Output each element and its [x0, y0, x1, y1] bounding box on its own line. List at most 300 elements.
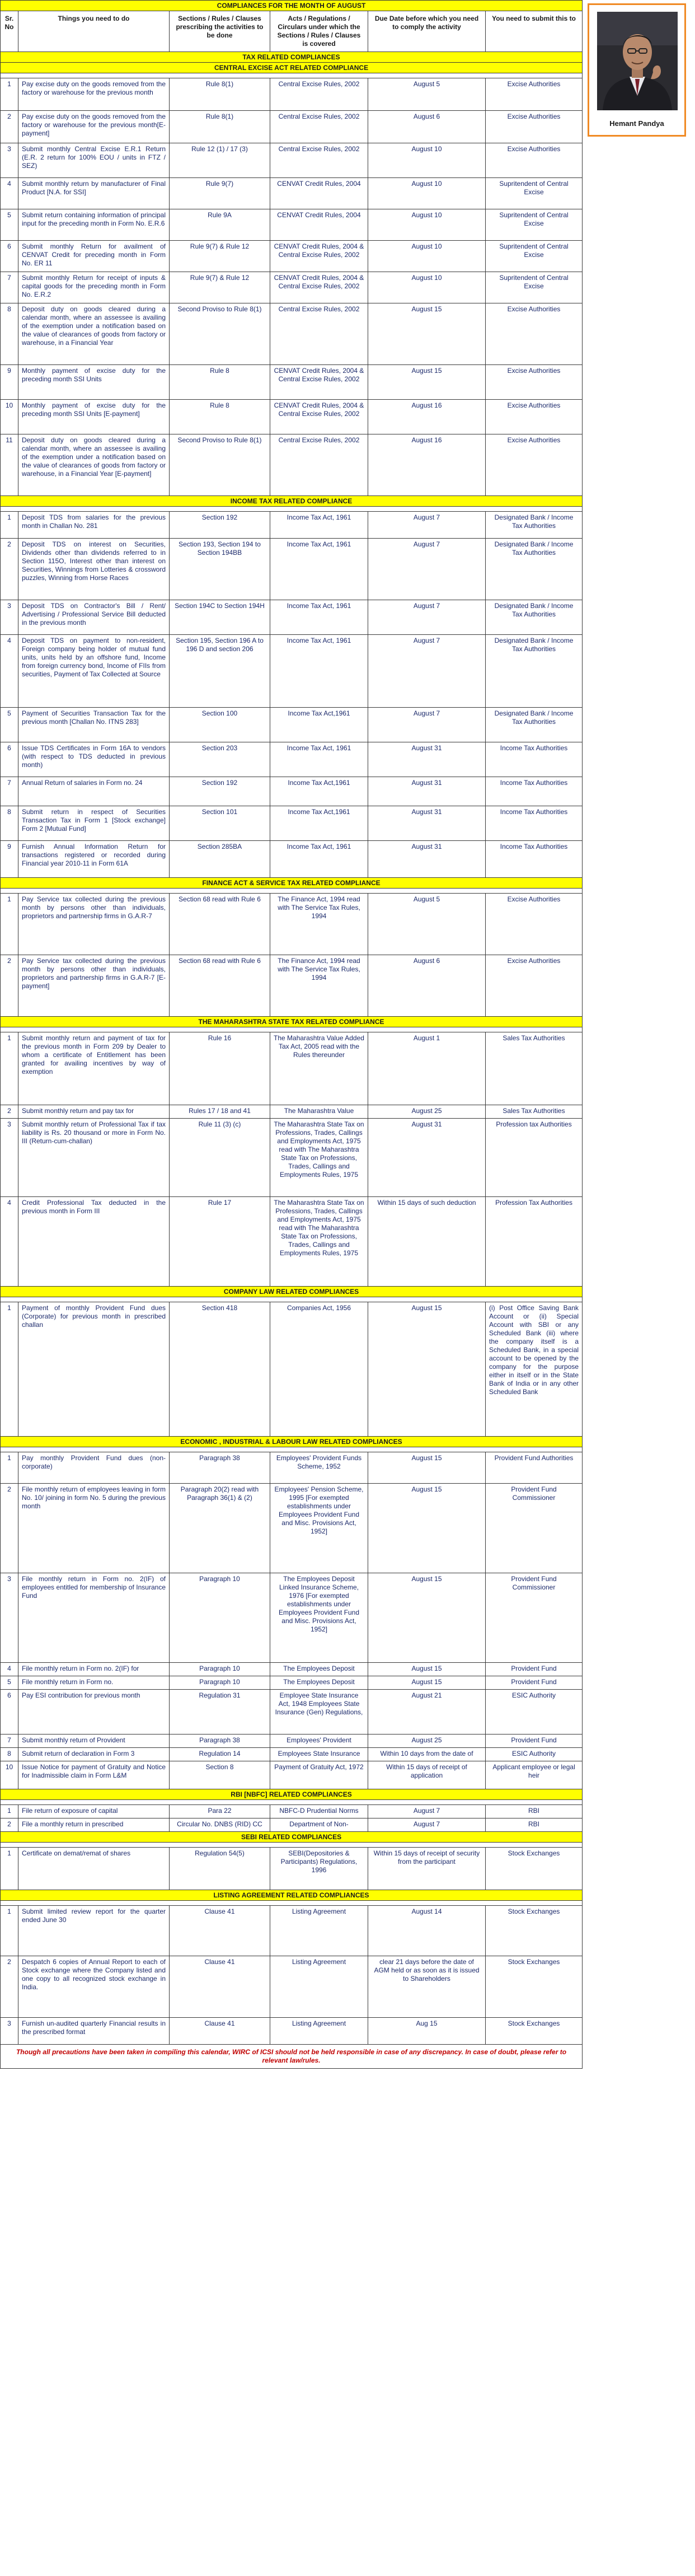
submit-to-cell: Provident Fund	[486, 1676, 583, 1690]
act-cell: Department of Non-	[270, 1818, 368, 1832]
page-title: COMPLIANCES FOR THE MONTH OF AUGUST	[1, 1, 583, 11]
act-cell: Income Tax Act, 1961	[270, 539, 368, 600]
submit-to-cell: Excise Authorities	[486, 111, 583, 143]
section-cell: Clause 41	[170, 1906, 270, 1956]
section-title: TAX RELATED COMPLIANCES	[1, 52, 583, 63]
activity-cell: File monthly return in Form no. 2(IF) for	[18, 1663, 170, 1676]
activity-cell: Deposit TDS on payment to non-resident, Foreign company being holder of mutual fund units, units held by an offshore fund, Income from foreign currency bond, Income of FIIs from securities, Payment of Tax Collected at Source	[18, 635, 170, 708]
due-date-cell: August 31	[368, 806, 486, 841]
sr-no-cell: 3	[1, 2018, 18, 2045]
table-row	[1, 600, 583, 635]
activity-cell: File a monthly return in prescribed	[18, 1818, 170, 1832]
submit-to-cell: Provident Fund Commissioner	[486, 1484, 583, 1573]
due-date-cell: August 31	[368, 742, 486, 777]
act-cell: The Employees Deposit	[270, 1663, 368, 1676]
due-date-cell: August 5	[368, 894, 486, 955]
due-date-cell: August 7	[368, 1818, 486, 1832]
table-row	[1, 2018, 583, 2045]
table-row	[1, 1663, 583, 1676]
sr-no-cell: 1	[1, 1848, 18, 1890]
section-subtitle-banner	[1, 63, 583, 73]
profile-card	[588, 3, 686, 137]
section-cell: Paragraph 38	[170, 1735, 270, 1748]
submit-to-cell: Provident Fund Commissioner	[486, 1573, 583, 1663]
table-row	[1, 1302, 583, 1437]
section-cell: Section 68 read with Rule 6	[170, 894, 270, 955]
section-cell: Section 195, Section 196 A to 196 D and section 206	[170, 635, 270, 708]
section-cell: Rule 8(1)	[170, 78, 270, 111]
section-cell: Rule 12 (1) / 17 (3)	[170, 143, 270, 178]
activity-cell: Submit monthly Return for availment of CENVAT Credit for preceding month in Form No. ER 11	[18, 241, 170, 272]
submit-to-cell: Income Tax Authorities	[486, 742, 583, 777]
submit-to-cell: Excise Authorities	[486, 894, 583, 955]
table-row	[1, 1197, 583, 1287]
due-date-cell: Within 10 days from the date of	[368, 1748, 486, 1761]
due-date-cell: August 6	[368, 955, 486, 1017]
sr-no-cell: 10	[1, 400, 18, 434]
table-row	[1, 1676, 583, 1690]
table-row	[1, 1690, 583, 1735]
submit-to-cell: ESIC Authority	[486, 1690, 583, 1735]
section-banner	[1, 52, 583, 63]
act-cell: Income Tax Act, 1961	[270, 841, 368, 878]
section-cell: Section 8	[170, 1761, 270, 1789]
act-cell: Income Tax Act,1961	[270, 777, 368, 806]
sr-no-cell: 7	[1, 777, 18, 806]
activity-cell: Issue TDS Certificates in Form 16A to vendors (with respect to TDS deducted in previous month)	[18, 742, 170, 777]
act-cell: Central Excise Rules, 2002	[270, 78, 368, 111]
profile-photo	[597, 12, 678, 110]
sr-no-cell: 5	[1, 1676, 18, 1690]
section-cell: Rule 9(7) & Rule 12	[170, 241, 270, 272]
due-date-cell: August 10	[368, 178, 486, 209]
section-cell: Rule 8	[170, 365, 270, 400]
table-row	[1, 1956, 583, 2018]
spacer-row	[1, 1800, 583, 1805]
due-date-cell: Within 15 days of such deduction	[368, 1197, 486, 1287]
sr-no-cell: 2	[1, 539, 18, 600]
section-cell: Para 22	[170, 1805, 270, 1818]
due-date-cell: August 15	[368, 1663, 486, 1676]
due-date-cell: August 25	[368, 1105, 486, 1119]
activity-cell: Deposit TDS from salaries for the previous month in Challan No. 281	[18, 512, 170, 539]
section-banner	[1, 496, 583, 507]
column-header-row	[1, 11, 583, 52]
disclaimer-row	[1, 2045, 583, 2069]
activity-cell: Monthly payment of excise duty for the preceding month SSI Units [E-payment]	[18, 400, 170, 434]
due-date-cell: August 15	[368, 1573, 486, 1663]
submit-to-cell: Designated Bank / Income Tax Authorities	[486, 512, 583, 539]
submit-to-cell: Excise Authorities	[486, 78, 583, 111]
due-date-cell: clear 21 days before the date of AGM held or as soon as it is issued to Shareholders	[368, 1956, 486, 2018]
activity-cell: Pay Service tax collected during the previous month by persons other than individuals, proprietors and partnership firms in G.A.R-7	[18, 894, 170, 955]
section-cell: Section 194C to Section 194H	[170, 600, 270, 635]
act-cell: CENVAT Credit Rules, 2004 & Central Excise Rules, 2002	[270, 241, 368, 272]
activity-cell: Pay Service tax collected during the previous month by persons other than individuals, proprietors and partnership firms in G.A.R-7 [E-payment]	[18, 955, 170, 1017]
section-cell: Rule 17	[170, 1197, 270, 1287]
act-cell: Employees' Provident	[270, 1735, 368, 1748]
spacer-row	[1, 1027, 583, 1032]
sr-no-cell: 8	[1, 806, 18, 841]
submit-to-cell: Designated Bank / Income Tax Authorities	[486, 600, 583, 635]
spacer-row	[1, 1843, 583, 1848]
section-banner	[1, 878, 583, 889]
submit-to-cell: Profession tax Authorities	[486, 1119, 583, 1197]
table-row	[1, 955, 583, 1017]
table-row	[1, 209, 583, 241]
sr-no-cell: 6	[1, 742, 18, 777]
sr-no-cell: 5	[1, 209, 18, 241]
section-cell: Clause 41	[170, 2018, 270, 2045]
section-cell: Rule 9(7)	[170, 178, 270, 209]
sr-no-cell: 2	[1, 1818, 18, 1832]
submit-to-cell: Income Tax Authorities	[486, 806, 583, 841]
table-row	[1, 400, 583, 434]
section-cell: Rule 11 (3) (c)	[170, 1119, 270, 1197]
section-cell: Regulation 54(5)	[170, 1848, 270, 1890]
sr-no-cell: 2	[1, 1484, 18, 1573]
spacer-cell	[1, 1843, 583, 1848]
spacer-row	[1, 889, 583, 894]
sr-no-cell: 3	[1, 1573, 18, 1663]
activity-cell: Deposit TDS on Contractor's Bill / Rent/ Advertising / Professional Service Bill deducted in the previous month	[18, 600, 170, 635]
section-banner	[1, 1437, 583, 1447]
submit-to-cell: Designated Bank / Income Tax Authorities	[486, 539, 583, 600]
act-cell: Payment of Gratuity Act, 1972	[270, 1761, 368, 1789]
submit-to-cell: Sales Tax Authorities	[486, 1032, 583, 1105]
table-row	[1, 1805, 583, 1818]
activity-cell: Submit monthly Central Excise E.R.1 Return (E.R. 2 return for 100% EOU / units in FTZ / SEZ)	[18, 143, 170, 178]
submit-to-cell: Applicant employee or legal heir	[486, 1761, 583, 1789]
act-cell: Income Tax Act,1961	[270, 806, 368, 841]
col-submit-to: You need to submit this to	[486, 11, 583, 52]
spacer-row	[1, 507, 583, 512]
due-date-cell: August 14	[368, 1906, 486, 1956]
table-row	[1, 1848, 583, 1890]
act-cell: The Maharashtra State Tax on Professions, Trades, Callings and Employments Act, 1975 read with The Maharashtra State Tax on Professions, Trades, Callings and Employments Rules, 1975	[270, 1119, 368, 1197]
section-banner	[1, 1287, 583, 1297]
section-cell: Paragraph 38	[170, 1452, 270, 1484]
submit-to-cell: Provident Fund Authorities	[486, 1452, 583, 1484]
activity-cell: Despatch 6 copies of Annual Report to each of Stock exchange where the Company listed and one copy to all recognized stock exchange in India.	[18, 1956, 170, 2018]
section-cell: Paragraph 10	[170, 1663, 270, 1676]
sr-no-cell: 9	[1, 841, 18, 878]
table-row	[1, 512, 583, 539]
table-row	[1, 742, 583, 777]
act-cell: The Employees Deposit Linked Insurance Scheme, 1976 [For exempted establishments under Employees Provident Fund and Misc. Provisions Act, 1952]	[270, 1573, 368, 1663]
table-row	[1, 1484, 583, 1573]
table-row	[1, 178, 583, 209]
sr-no-cell: 8	[1, 1748, 18, 1761]
submit-to-cell: Excise Authorities	[486, 434, 583, 496]
sr-no-cell: 3	[1, 1119, 18, 1197]
sr-no-cell: 7	[1, 1735, 18, 1748]
submit-to-cell: Income Tax Authorities	[486, 841, 583, 878]
due-date-cell: August 31	[368, 1119, 486, 1197]
col-activity: Things you need to do	[18, 11, 170, 52]
due-date-cell: August 25	[368, 1735, 486, 1748]
submit-to-cell: Excise Authorities	[486, 365, 583, 400]
activity-cell: Certificate on demat/remat of shares	[18, 1848, 170, 1890]
due-date-cell: August 15	[368, 1676, 486, 1690]
act-cell: Income Tax Act, 1961	[270, 742, 368, 777]
section-cell: Regulation 14	[170, 1748, 270, 1761]
col-due-date: Due Date before which you need to comply the activity	[368, 11, 486, 52]
activity-cell: Furnish Annual Information Return for transactions registered or recorded during Financial year 2010-11 in Form 61A	[18, 841, 170, 878]
section-title: SEBI RELATED COMPLIANCES	[1, 1832, 583, 1843]
section-cell: Section 101	[170, 806, 270, 841]
due-date-cell: August 10	[368, 241, 486, 272]
due-date-cell: Aug 15	[368, 2018, 486, 2045]
sr-no-cell: 2	[1, 1105, 18, 1119]
due-date-cell: August 15	[368, 1302, 486, 1437]
submit-to-cell: Supritendent of Central Excise	[486, 272, 583, 303]
due-date-cell: August 1	[368, 1032, 486, 1105]
table-row	[1, 1573, 583, 1663]
activity-cell: Submit monthly return of Provident	[18, 1735, 170, 1748]
activity-cell: Payment of monthly Provident Fund dues (Corporate) for previous month in prescribed challan	[18, 1302, 170, 1437]
activity-cell: Submit return containing information of principal input for the preceding month in Form No. E.R.6	[18, 209, 170, 241]
table-row	[1, 272, 583, 303]
section-cell: Circular No. DNBS (RID) CC	[170, 1818, 270, 1832]
section-cell: Section 203	[170, 742, 270, 777]
due-date-cell: August 7	[368, 512, 486, 539]
profile-name: Hemant Pandya	[609, 119, 664, 128]
section-cell: Paragraph 20(2) read with Paragraph 36(1) & (2)	[170, 1484, 270, 1573]
act-cell: Companies Act, 1956	[270, 1302, 368, 1437]
section-cell: Rule 8	[170, 400, 270, 434]
spacer-row	[1, 1297, 583, 1302]
act-cell: SEBI(Depositories & Participants) Regulations, 1996	[270, 1848, 368, 1890]
table-row	[1, 303, 583, 365]
submit-to-cell: Stock Exchanges	[486, 1906, 583, 1956]
section-cell: Rule 8(1)	[170, 111, 270, 143]
table-row	[1, 806, 583, 841]
spacer-cell	[1, 507, 583, 512]
act-cell: Listing Agreement	[270, 1956, 368, 2018]
section-cell: Section 68 read with Rule 6	[170, 955, 270, 1017]
act-cell: Listing Agreement	[270, 2018, 368, 2045]
section-cell: Rules 17 / 18 and 41	[170, 1105, 270, 1119]
act-cell: Income Tax Act, 1961	[270, 512, 368, 539]
spacer-cell	[1, 1901, 583, 1906]
section-cell: Rule 9(7) & Rule 12	[170, 272, 270, 303]
section-title: ECONOMIC , INDUSTRIAL & LABOUR LAW RELATED COMPLIANCES	[1, 1437, 583, 1447]
act-cell: CENVAT Credit Rules, 2004 & Central Excise Rules, 2002	[270, 400, 368, 434]
sr-no-cell: 11	[1, 434, 18, 496]
sr-no-cell: 3	[1, 143, 18, 178]
table-row	[1, 1452, 583, 1484]
due-date-cell: August 10	[368, 209, 486, 241]
table-row	[1, 1761, 583, 1789]
section-title: INCOME TAX RELATED COMPLIANCE	[1, 496, 583, 507]
activity-cell: Deposit duty on goods cleared during a calendar month, where an assessee is availing of the exemption under a notification based on the value of clearances of goods from factory or warehouse, in a Financial Year	[18, 303, 170, 365]
section-cell: Paragraph 10	[170, 1573, 270, 1663]
section-banner	[1, 1890, 583, 1901]
compliance-body	[1, 52, 583, 2045]
activity-cell: Submit monthly Return for receipt of inputs & capital goods for the preceding month in Form No. E.R.2	[18, 272, 170, 303]
table-row	[1, 539, 583, 600]
section-cell: Rule 16	[170, 1032, 270, 1105]
activity-cell: Submit monthly return and payment of tax for the previous month in Form 209 by Dealer to whom a certificate of Entitlement has been granted for availing incentives by way of exemption	[18, 1032, 170, 1105]
activity-cell: Issue Notice for payment of Gratuity and Notice for Inadmissible claim in Form L&M	[18, 1761, 170, 1789]
activity-cell: Payment of Securities Transaction Tax for the previous month [Challan No. ITNS 283]	[18, 708, 170, 742]
spacer-cell	[1, 1800, 583, 1805]
section-title: FINANCE ACT & SERVICE TAX RELATED COMPLIANCE	[1, 878, 583, 889]
sr-no-cell: 1	[1, 1302, 18, 1437]
sr-no-cell: 3	[1, 600, 18, 635]
table-row	[1, 78, 583, 111]
sr-no-cell: 7	[1, 272, 18, 303]
submit-to-cell: Stock Exchanges	[486, 1848, 583, 1890]
due-date-cell: August 10	[368, 272, 486, 303]
due-date-cell: August 16	[368, 434, 486, 496]
sr-no-cell: 4	[1, 635, 18, 708]
due-date-cell: August 16	[368, 400, 486, 434]
submit-to-cell: Excise Authorities	[486, 143, 583, 178]
act-cell: CENVAT Credit Rules, 2004	[270, 209, 368, 241]
sr-no-cell: 4	[1, 1197, 18, 1287]
table-row	[1, 365, 583, 400]
submit-to-cell: Supritendent of Central Excise	[486, 241, 583, 272]
act-cell: Central Excise Rules, 2002	[270, 434, 368, 496]
section-title: COMPANY LAW RELATED COMPLIANCES	[1, 1287, 583, 1297]
due-date-cell: August 7	[368, 708, 486, 742]
person-portrait-icon	[597, 12, 678, 110]
table-row	[1, 1748, 583, 1761]
act-cell: Employees' Provident Funds Scheme, 1952	[270, 1452, 368, 1484]
submit-to-cell: Income Tax Authorities	[486, 777, 583, 806]
section-cell: Second Proviso to Rule 8(1)	[170, 434, 270, 496]
activity-cell: File return of exposure of capital	[18, 1805, 170, 1818]
act-cell: The Maharashtra Value	[270, 1105, 368, 1119]
activity-cell: Deposit duty on goods cleared during a calendar month, where an assessee is availing of the exemption under a notification based on the value of clearances of goods from factory or warehouse, in a Financial Year [E-payment]	[18, 434, 170, 496]
submit-to-cell: Supritendent of Central Excise	[486, 209, 583, 241]
sr-no-cell: 1	[1, 1032, 18, 1105]
table-row	[1, 143, 583, 178]
activity-cell: Pay ESI contribution for previous month	[18, 1690, 170, 1735]
due-date-cell: August 5	[368, 78, 486, 111]
act-cell: The Finance Act, 1994 read with The Service Tax Rules, 1994	[270, 955, 368, 1017]
submit-to-cell: ESIC Authority	[486, 1748, 583, 1761]
act-cell: Income Tax Act, 1961	[270, 635, 368, 708]
sr-no-cell: 1	[1, 1452, 18, 1484]
section-banner	[1, 1832, 583, 1843]
spacer-cell	[1, 1447, 583, 1452]
submit-to-cell: Excise Authorities	[486, 400, 583, 434]
act-cell: Listing Agreement	[270, 1906, 368, 1956]
submit-to-cell: Stock Exchanges	[486, 1956, 583, 2018]
submit-to-cell: Stock Exchanges	[486, 2018, 583, 2045]
act-cell: CENVAT Credit Rules, 2004 & Central Excise Rules, 2002	[270, 365, 368, 400]
activity-cell: Annual Return of salaries in Form no. 24	[18, 777, 170, 806]
act-cell: The Maharashtra Value Added Tax Act, 2005 read with the Rules thereunder	[270, 1032, 368, 1105]
section-cell: Section 193, Section 194 to Section 194BB	[170, 539, 270, 600]
sr-no-cell: 9	[1, 365, 18, 400]
col-acts: Acts / Regulations / Circulars under which the Sections / Rules / Clauses is covered	[270, 11, 368, 52]
sr-no-cell: 8	[1, 303, 18, 365]
table-row	[1, 1105, 583, 1119]
submit-to-cell: Sales Tax Authorities	[486, 1105, 583, 1119]
activity-cell: Deposit TDS on interest on Securities, Dividends other than dividends referred to in Section 115O, Interest other than interest on Securities, Winnings from Lotteries & crossword puzzles, Winning from Horse Races	[18, 539, 170, 600]
submit-to-cell: Designated Bank / Income Tax Authorities	[486, 708, 583, 742]
due-date-cell: August 6	[368, 111, 486, 143]
section-title: LISTING AGREEMENT RELATED COMPLIANCES	[1, 1890, 583, 1901]
section-cell: Section 418	[170, 1302, 270, 1437]
act-cell: Central Excise Rules, 2002	[270, 143, 368, 178]
due-date-cell: August 15	[368, 1452, 486, 1484]
sr-no-cell: 10	[1, 1761, 18, 1789]
table-row	[1, 1818, 583, 1832]
submit-to-cell: Profession Tax Authorities	[486, 1197, 583, 1287]
section-cell: Section 285BA	[170, 841, 270, 878]
activity-cell: File monthly return of employees leaving in form No. 10/ joining in form No. 5 during the previous month	[18, 1484, 170, 1573]
sr-no-cell: 1	[1, 78, 18, 111]
sr-no-cell: 1	[1, 894, 18, 955]
activity-cell: Submit monthly return and pay tax for	[18, 1105, 170, 1119]
act-cell: Central Excise Rules, 2002	[270, 303, 368, 365]
col-sr-no: Sr. No	[1, 11, 18, 52]
due-date-cell: August 15	[368, 365, 486, 400]
sr-no-cell: 2	[1, 955, 18, 1017]
activity-cell: Monthly payment of excise duty for the preceding month SSI Units	[18, 365, 170, 400]
due-date-cell: August 10	[368, 143, 486, 178]
act-cell: The Employees Deposit	[270, 1676, 368, 1690]
col-sections: Sections / Rules / Clauses prescribing the activities to be done	[170, 11, 270, 52]
spacer-row	[1, 1447, 583, 1452]
act-cell: Employees' Pension Scheme, 1995 [For exempted establishments under Employees Provident Fund and Misc. Provisions Act, 1952]	[270, 1484, 368, 1573]
act-cell: CENVAT Credit Rules, 2004 & Central Excise Rules, 2002	[270, 272, 368, 303]
table-row	[1, 777, 583, 806]
section-cell: Regulation 31	[170, 1690, 270, 1735]
due-date-cell: August 15	[368, 303, 486, 365]
spacer-cell	[1, 889, 583, 894]
table-row	[1, 434, 583, 496]
due-date-cell: August 15	[368, 1484, 486, 1573]
submit-to-cell: Supritendent of Central Excise	[486, 178, 583, 209]
activity-cell: Submit limited review report for the quarter ended June 30	[18, 1906, 170, 1956]
spacer-cell	[1, 1027, 583, 1032]
section-cell: Section 192	[170, 777, 270, 806]
section-subtitle: CENTRAL EXCISE ACT RELATED COMPLIANCE	[1, 63, 583, 73]
act-cell: NBFC-D Prudential Norms	[270, 1805, 368, 1818]
due-date-cell: August 31	[368, 777, 486, 806]
sr-no-cell: 5	[1, 708, 18, 742]
activity-cell: Submit return in respect of Securities Transaction Tax in Form 1 [Stock exchange] Form 2 [Mutual Fund]	[18, 806, 170, 841]
table-row	[1, 111, 583, 143]
table-row	[1, 635, 583, 708]
submit-to-cell: Excise Authorities	[486, 303, 583, 365]
activity-cell: Pay monthly Provident Fund dues (non-corporate)	[18, 1452, 170, 1484]
table-row	[1, 1906, 583, 1956]
sr-no-cell: 1	[1, 1805, 18, 1818]
act-cell: Income Tax Act, 1961	[270, 600, 368, 635]
due-date-cell: August 21	[368, 1690, 486, 1735]
sr-no-cell: 4	[1, 178, 18, 209]
spacer-cell	[1, 73, 583, 78]
section-cell: Second Proviso to Rule 8(1)	[170, 303, 270, 365]
act-cell: The Finance Act, 1994 read with The Service Tax Rules, 1994	[270, 894, 368, 955]
activity-cell: Submit monthly return by manufacturer of Final Product [N.A. for SSI]	[18, 178, 170, 209]
sr-no-cell: 4	[1, 1663, 18, 1676]
sr-no-cell: 2	[1, 111, 18, 143]
table-row	[1, 708, 583, 742]
submit-to-cell: Designated Bank / Income Tax Authorities	[486, 635, 583, 708]
due-date-cell: August 7	[368, 539, 486, 600]
sr-no-cell: 6	[1, 241, 18, 272]
due-date-cell: August 7	[368, 635, 486, 708]
due-date-cell: Within 15 days of receipt of security from the participant	[368, 1848, 486, 1890]
